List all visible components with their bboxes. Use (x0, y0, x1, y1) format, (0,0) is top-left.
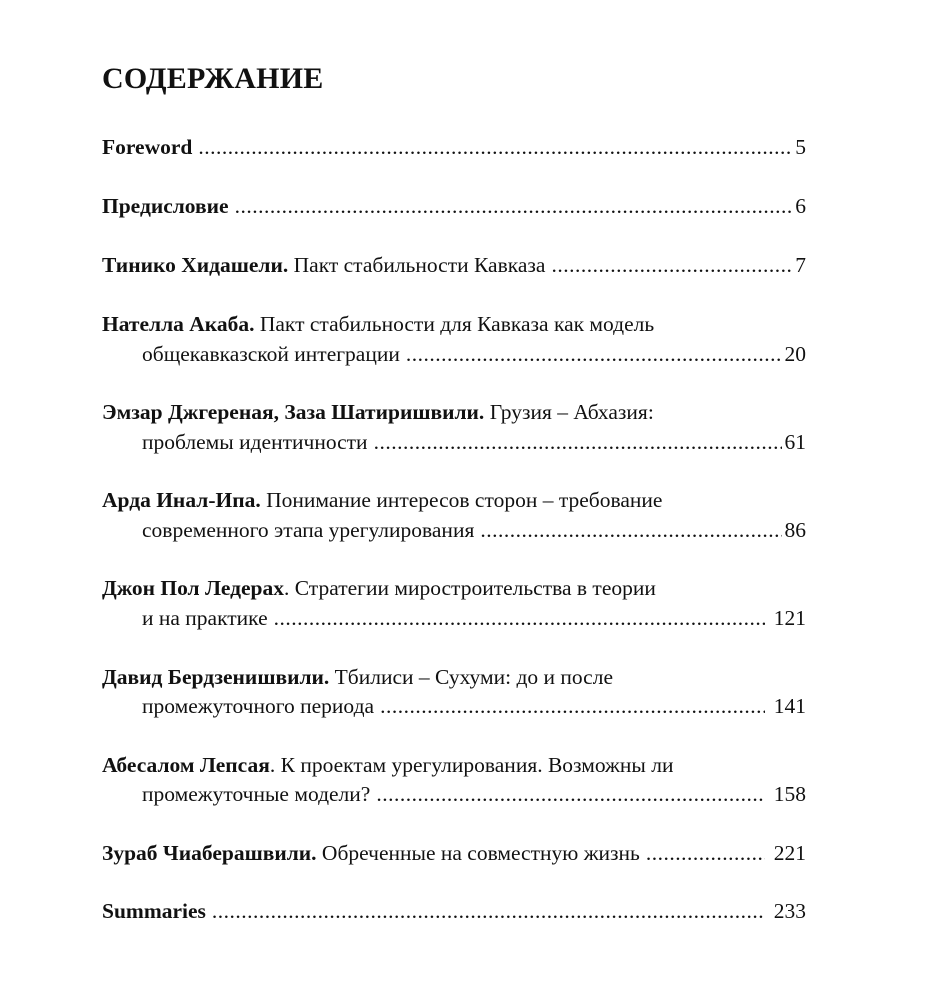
toc-entry-title-cont: общекавказской интеграции (142, 342, 400, 366)
toc-entry-chiaberashvili[interactable] (102, 838, 806, 868)
toc-entry-berdzenishvili[interactable] (102, 662, 806, 692)
toc-page-number: 141 (773, 694, 806, 718)
toc-entry-title-cont: современного этапа урегулирования (142, 518, 475, 542)
dot-leader (646, 838, 765, 868)
toc-page-number: 158 (773, 782, 806, 806)
dot-leader (376, 779, 764, 809)
toc-entry-author: Summaries (102, 899, 206, 923)
toc-entry-dzhgerenaya[interactable] (102, 397, 806, 427)
toc-entry-title: Тбилиси – Сухуми: до и после (329, 665, 613, 689)
toc-entry-foreword[interactable] (102, 132, 806, 162)
toc-entry-title-cont: проблемы идентичности (142, 430, 368, 454)
toc-entry-author: Давид Бердзенишвили. (102, 665, 330, 689)
toc-page-number: 6 (795, 194, 806, 218)
toc-entry-title-cont: и на практике (142, 606, 268, 630)
toc-entry-dzhgerenaya-cont[interactable] (142, 427, 806, 457)
dot-leader (198, 132, 792, 162)
toc-entry-title-cont: промежуточного периода (142, 694, 375, 718)
toc-entry-inal-ipa-cont[interactable] (142, 515, 806, 545)
toc-entry-title: . К проектам урегулирования. Возможны ли (269, 753, 674, 777)
toc-entry-author: Предисловие (102, 194, 229, 218)
dot-leader (374, 427, 782, 457)
toc-entry-preface[interactable] (102, 191, 806, 221)
toc-entry-author: Тинико Хидашели. (102, 253, 289, 277)
toc-entry-title: Грузия – Абхазия: (484, 400, 654, 424)
toc-entry-lederach[interactable] (102, 573, 806, 603)
dot-leader (480, 515, 781, 545)
toc-page-number: 61 (784, 430, 806, 454)
toc-entry-title: . Стратегии миростроительства в теории (284, 576, 656, 600)
toc-entry-lepsaya[interactable] (102, 750, 806, 780)
toc-entry-akaba[interactable] (102, 309, 806, 339)
toc-page-number: 20 (784, 342, 806, 366)
toc-page-number: 86 (784, 518, 806, 542)
dot-leader (235, 191, 793, 221)
toc-entry-inal-ipa[interactable] (102, 485, 806, 515)
toc-page-number: 5 (795, 135, 806, 159)
toc-entry-author: Джон Пол Ледерах (102, 576, 284, 600)
toc-entry-title: Пакт стабильности для Кавказа как модель (254, 312, 655, 336)
toc-entry-author: Абесалом Лепсая (102, 753, 270, 777)
toc-entry-lepsaya-cont[interactable] (142, 779, 806, 809)
toc-page-number: 7 (795, 253, 806, 277)
toc-entry-title: Обреченные на совместную жизнь (316, 841, 640, 865)
toc-entry-title: Понимание интересов сторон – требование (260, 488, 663, 512)
toc-page-number: 121 (773, 606, 806, 630)
toc-entry-author: Эмзар Джгереная, Заза Шатиришвили. (102, 400, 485, 424)
page-title: СОДЕРЖАНИЕ (102, 62, 324, 95)
dot-leader (406, 339, 782, 369)
dot-leader (380, 691, 765, 721)
toc-entry-lederach-cont[interactable] (142, 603, 806, 633)
toc-entry-summaries[interactable] (102, 896, 806, 926)
toc-entry-author: Арда Инал-Ипа. (102, 488, 261, 512)
toc-entry-title-cont: промежуточные модели? (142, 782, 371, 806)
dot-leader (274, 603, 765, 633)
dot-leader (551, 250, 792, 280)
toc-entry-berdzenishvili-cont[interactable] (142, 691, 806, 721)
toc-entry-author: Foreword (102, 135, 193, 159)
toc-entry-title: Пакт стабильности Кавказа (288, 253, 546, 277)
toc-page-number: 233 (773, 899, 806, 923)
toc-entry-khidasheli[interactable] (102, 250, 806, 280)
toc-entry-author: Зураб Чиаберашвили. (102, 841, 317, 865)
toc-page-number: 221 (773, 841, 806, 865)
dot-leader (212, 896, 765, 926)
toc-entry-akaba-cont[interactable] (142, 339, 806, 369)
toc-entry-author: Нателла Акаба. (102, 312, 255, 336)
